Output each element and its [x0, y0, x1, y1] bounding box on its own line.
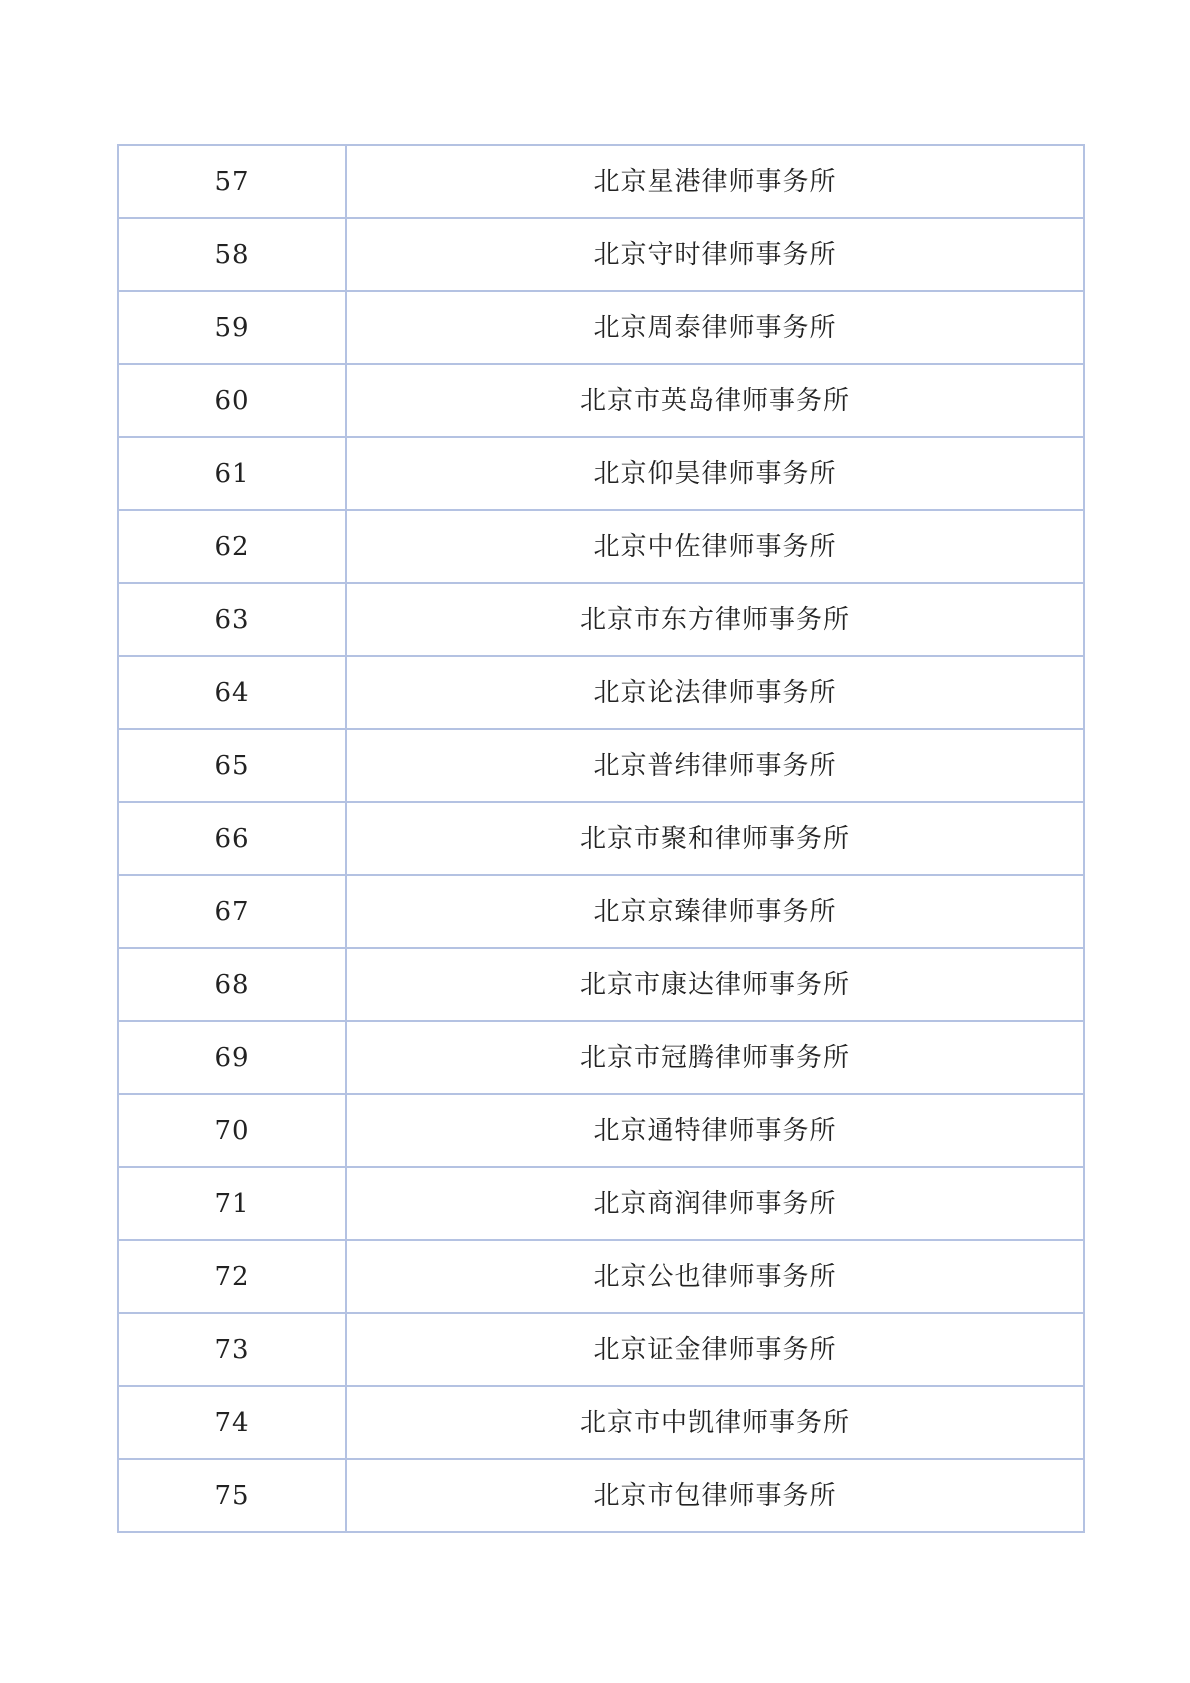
table-row	[118, 1386, 1084, 1459]
row-number-cell: 67	[118, 875, 346, 948]
row-number-cell: 58	[118, 218, 346, 291]
firm-name-cell: 北京星港律师事务所	[346, 145, 1084, 218]
row-number-cell: 57	[118, 145, 346, 218]
table-row	[118, 1313, 1084, 1386]
firm-name-cell: 北京商润律师事务所	[346, 1167, 1084, 1240]
table-row	[118, 145, 1084, 218]
row-number-cell: 71	[118, 1167, 346, 1240]
row-number-cell: 66	[118, 802, 346, 875]
row-number-cell: 75	[118, 1459, 346, 1532]
table-row	[118, 1167, 1084, 1240]
table-row	[118, 218, 1084, 291]
firm-name-cell: 北京守时律师事务所	[346, 218, 1084, 291]
row-number-cell: 72	[118, 1240, 346, 1313]
firm-name-cell: 北京市英岛律师事务所	[346, 364, 1084, 437]
firm-name-cell: 北京市包律师事务所	[346, 1459, 1084, 1532]
table-row	[118, 1021, 1084, 1094]
table-row	[118, 437, 1084, 510]
row-number-cell: 62	[118, 510, 346, 583]
firm-name-cell: 北京论法律师事务所	[346, 656, 1084, 729]
row-number-cell: 59	[118, 291, 346, 364]
row-number-cell: 69	[118, 1021, 346, 1094]
table-body	[118, 145, 1084, 1532]
row-number-cell: 68	[118, 948, 346, 1021]
table-row	[118, 729, 1084, 802]
table-row	[118, 364, 1084, 437]
table-row	[118, 875, 1084, 948]
table-row	[118, 1240, 1084, 1313]
firm-name-cell: 北京市东方律师事务所	[346, 583, 1084, 656]
row-number-cell: 64	[118, 656, 346, 729]
firm-name-cell: 北京仰昊律师事务所	[346, 437, 1084, 510]
row-number-cell: 74	[118, 1386, 346, 1459]
row-number-cell: 60	[118, 364, 346, 437]
firm-name-cell: 北京通特律师事务所	[346, 1094, 1084, 1167]
row-number-cell: 63	[118, 583, 346, 656]
firm-name-cell: 北京市冠腾律师事务所	[346, 1021, 1084, 1094]
firm-name-cell: 北京普纬律师事务所	[346, 729, 1084, 802]
table-row	[118, 802, 1084, 875]
table-row	[118, 948, 1084, 1021]
row-number-cell: 61	[118, 437, 346, 510]
table-row	[118, 656, 1084, 729]
row-number-cell: 65	[118, 729, 346, 802]
firm-name-cell: 北京市聚和律师事务所	[346, 802, 1084, 875]
table-row	[118, 1459, 1084, 1532]
firm-name-cell: 北京证金律师事务所	[346, 1313, 1084, 1386]
table-row	[118, 291, 1084, 364]
table-row	[118, 583, 1084, 656]
firm-name-cell: 北京京臻律师事务所	[346, 875, 1084, 948]
table-row	[118, 510, 1084, 583]
firm-name-cell: 北京公也律师事务所	[346, 1240, 1084, 1313]
row-number-cell: 70	[118, 1094, 346, 1167]
table-row	[118, 1094, 1084, 1167]
firm-name-cell: 北京周泰律师事务所	[346, 291, 1084, 364]
firm-name-cell: 北京市康达律师事务所	[346, 948, 1084, 1021]
firm-name-cell: 北京中佐律师事务所	[346, 510, 1084, 583]
law-firm-table	[117, 144, 1085, 1533]
firm-name-cell: 北京市中凯律师事务所	[346, 1386, 1084, 1459]
row-number-cell: 73	[118, 1313, 346, 1386]
